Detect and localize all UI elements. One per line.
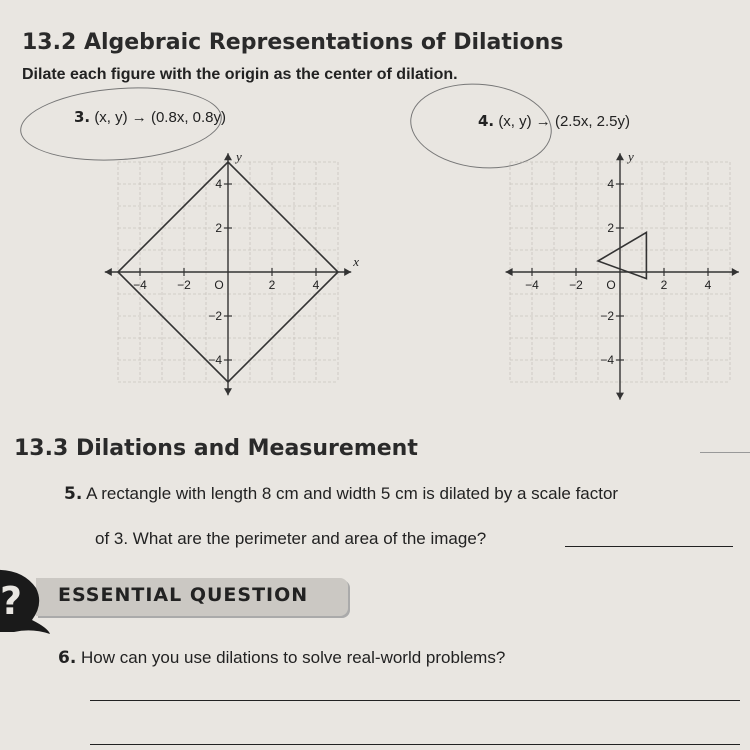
divider <box>700 452 750 453</box>
problem-4-rule: (x, y) → (2.5x, 2.5y) <box>498 113 631 130</box>
y-tick-label: 2 <box>607 221 614 235</box>
question-5-text-2: of 3. What are the perimeter and area of the image? <box>95 529 487 548</box>
x-tick-label: O <box>214 278 224 292</box>
y-tick-label: −4 <box>208 353 222 367</box>
y-tick-label: −4 <box>600 353 614 367</box>
y-axis-arrow-up <box>616 153 624 160</box>
y-axis-label: y <box>628 149 634 165</box>
x-axis-label: x <box>353 254 359 269</box>
x-tick-label: O <box>606 278 616 292</box>
question-6-text: How can you use dilations to solve real-world problems? <box>81 648 506 667</box>
question-5-line-1 <box>64 484 618 504</box>
problem-3-number: 3. <box>74 108 91 126</box>
question-6-answer-line-2[interactable] <box>90 744 740 745</box>
graph-4-labels <box>525 149 712 367</box>
y-axis-arrow-down <box>224 388 232 395</box>
graph-3 <box>95 145 370 400</box>
x-tick-label: 4 <box>312 278 320 292</box>
x-tick-label: −4 <box>525 278 539 292</box>
graph-4-axes <box>506 153 739 399</box>
question-5-answer-line[interactable] <box>565 546 733 547</box>
section-title-13-3: 13.3 Dilations and Measurement <box>14 436 418 461</box>
y-tick-label: 2 <box>215 221 222 235</box>
question-5-line-2 <box>95 529 486 549</box>
x-axis-arrow-left <box>105 268 112 276</box>
question-6-number: 6. <box>58 648 77 668</box>
x-axis-arrow-right <box>344 268 351 276</box>
x-tick-label: −2 <box>569 278 583 292</box>
y-axis-label: y <box>236 149 242 165</box>
essential-question-label: ESSENTIAL QUESTION <box>58 584 309 606</box>
question-5-text-1: A rectangle with length 8 cm and width 5 cm is dilated by a scale factor <box>86 484 619 503</box>
question-5-number: 5. <box>64 484 83 504</box>
question-6-answer-line-1[interactable] <box>90 700 740 701</box>
y-tick-label: −2 <box>208 309 222 323</box>
section-title-13-2: 13.2 Algebraic Representations of Dilations <box>22 30 564 55</box>
y-tick-label: 4 <box>607 177 614 191</box>
graph-3-axes <box>105 153 351 395</box>
x-axis-arrow-right <box>732 268 739 276</box>
y-tick-label: 4 <box>215 177 222 191</box>
x-tick-label: −4 <box>133 278 147 292</box>
question-6 <box>58 648 505 668</box>
problem-4-number: 4. <box>478 112 495 130</box>
graph-4 <box>505 145 750 405</box>
graph-3-labels <box>133 149 359 367</box>
question-mark-icon <box>0 562 54 642</box>
x-tick-label: −2 <box>177 278 191 292</box>
x-axis-arrow-left <box>506 268 513 276</box>
x-tick-label: 2 <box>268 278 276 292</box>
x-tick-label: 2 <box>660 278 668 292</box>
y-axis-arrow-down <box>616 393 624 400</box>
svg-text:?: ? <box>0 579 23 623</box>
y-tick-label: −2 <box>600 309 614 323</box>
problem-3-rule: (x, y) → (0.8x, 0.8y) <box>94 109 227 126</box>
y-axis-arrow-up <box>224 153 232 160</box>
section-instructions: Dilate each figure with the origin as the center of dilation. <box>22 66 458 83</box>
x-tick-label: 4 <box>704 278 712 292</box>
